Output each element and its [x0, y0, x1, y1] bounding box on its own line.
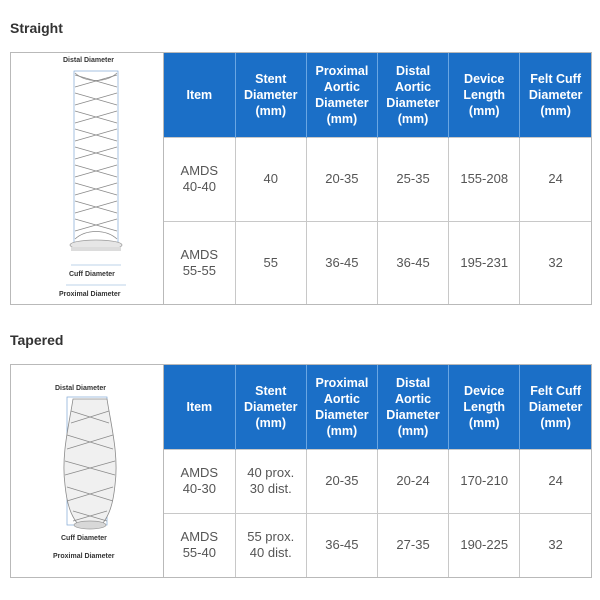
proximal-diameter-label: Proximal Diameter — [53, 553, 115, 560]
tapered-stent-illustration — [11, 365, 163, 579]
tapered-stent-figure — [11, 365, 164, 577]
cell-stent-diameter: 40 prox. 30 dist. — [235, 449, 306, 513]
cell-proximal-aortic-diameter: 20-35 — [306, 449, 377, 513]
cell-item: AMDS 55-40 — [164, 513, 235, 577]
cell-proximal-aortic-diameter: 36-45 — [306, 221, 377, 304]
cell-felt-cuff-diameter: 32 — [520, 513, 591, 577]
cell-item: AMDS 40-30 — [164, 449, 235, 513]
cell-stent-diameter: 55 prox. 40 dist. — [235, 513, 306, 577]
header-felt-cuff-diameter: Felt Cuff Diameter (mm) — [520, 53, 591, 137]
cuff-diameter-label: Cuff Diameter — [61, 535, 107, 542]
cell-item: AMDS 55-55 — [164, 221, 235, 304]
tapered-spec-block — [10, 364, 592, 578]
cell-distal-aortic-diameter: 25-35 — [377, 137, 448, 221]
straight-spec-table — [164, 53, 591, 304]
cell-item: AMDS 40-40 — [164, 137, 235, 221]
straight-stent-figure — [11, 53, 164, 304]
header-proximal-aortic-diameter: Proximal Aortic Diameter (mm) — [306, 365, 377, 449]
section-title-straight: Straight — [10, 20, 63, 36]
tapered-spec-table — [164, 365, 591, 577]
cell-felt-cuff-diameter: 32 — [520, 221, 591, 304]
table-row — [164, 513, 591, 577]
cell-proximal-aortic-diameter: 20-35 — [306, 137, 377, 221]
header-device-length: Device Length (mm) — [449, 53, 520, 137]
table-row — [164, 137, 591, 221]
cell-stent-diameter: 40 — [235, 137, 306, 221]
cell-device-length: 170-210 — [449, 449, 520, 513]
cell-stent-diameter: 55 — [235, 221, 306, 304]
header-proximal-aortic-diameter: Proximal Aortic Diameter (mm) — [306, 53, 377, 137]
section-title-tapered: Tapered — [10, 332, 64, 348]
straight-spec-block — [10, 52, 592, 305]
distal-diameter-label: Distal Diameter — [55, 385, 106, 392]
cell-proximal-aortic-diameter: 36-45 — [306, 513, 377, 577]
header-device-length: Device Length (mm) — [449, 365, 520, 449]
cell-distal-aortic-diameter: 27-35 — [377, 513, 448, 577]
header-stent-diameter: Stent Diameter (mm) — [235, 53, 306, 137]
header-item: Item — [164, 53, 235, 137]
proximal-diameter-label: Proximal Diameter — [59, 291, 121, 298]
cell-distal-aortic-diameter: 36-45 — [377, 221, 448, 304]
table-header-row — [164, 365, 591, 449]
cell-device-length: 155-208 — [449, 137, 520, 221]
straight-stent-illustration — [11, 53, 163, 306]
header-item: Item — [164, 365, 235, 449]
cell-device-length: 195-231 — [449, 221, 520, 304]
header-distal-aortic-diameter: Distal Aortic Diameter (mm) — [377, 53, 448, 137]
header-stent-diameter: Stent Diameter (mm) — [235, 365, 306, 449]
cell-device-length: 190-225 — [449, 513, 520, 577]
header-felt-cuff-diameter: Felt Cuff Diameter (mm) — [520, 365, 591, 449]
table-row — [164, 221, 591, 304]
table-row — [164, 449, 591, 513]
distal-diameter-label: Distal Diameter — [63, 57, 114, 64]
header-distal-aortic-diameter: Distal Aortic Diameter (mm) — [377, 365, 448, 449]
cell-felt-cuff-diameter: 24 — [520, 449, 591, 513]
cuff-diameter-label: Cuff Diameter — [69, 271, 115, 278]
table-header-row — [164, 53, 591, 137]
cell-felt-cuff-diameter: 24 — [520, 137, 591, 221]
cell-distal-aortic-diameter: 20-24 — [377, 449, 448, 513]
